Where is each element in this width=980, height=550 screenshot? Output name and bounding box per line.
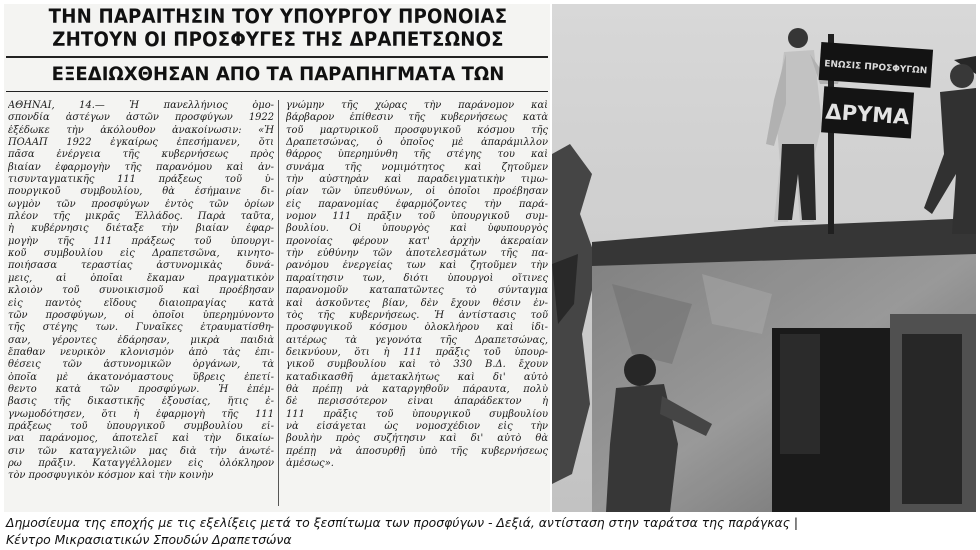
article-line: Δραπετσώνας, ὁ ὁποῖος μὲ ἀπαράμιλλον (286, 137, 548, 149)
article-line: ρίαν τῶν ὑπευθύνων, οἱ ὁποῖοι προέβησαν (286, 186, 548, 198)
article-line: γνωμοδότησεν, ὅτι ἡ ἐφαρμογὴ τῆς 111 (8, 408, 274, 420)
article-line: ωγμὸν τῶν προσφύγων ἐντὸς τῶν ὁρίων (8, 198, 274, 210)
headline: ΤΗΝ ΠΑΡΑΙΤΗΣΙΝ ΤΟΥ ΥΠΟΥΡΓΟΥ ΠΡΟΝΟΙΑΣ (48, 5, 508, 28)
article-line: βιαίαν ἐφαρμογὴν τῆς παρανόμου καὶ ἀν- (8, 161, 274, 173)
article-line: πουργικοῦ συμβουλίου, θὰ ἐσήμαινε δι- (8, 186, 274, 198)
article-line: ναι παράνομος, ἀποτελεῖ καὶ τὴν δικαίω- (8, 433, 274, 445)
article-line: τοῦ μαρτυρικοῦ προσφυγικοῦ κόσμου τῆς (286, 124, 548, 136)
article-line: κοῦ συμβουλίου εἰς Δραπετσῶνα, κινητο- (8, 248, 274, 260)
article-line: πράξεως τοῦ ὑπουργικοῦ συμβουλίου εἶ- (8, 420, 274, 432)
article-line: ποιήσασα τεραστίας ἀστυνομικὰς δυνά- (8, 260, 274, 272)
article-line: ρω πρᾶξιν. Καταγγέλλομεν εἰς ὁλόκληρον (8, 457, 274, 469)
article-line: κλοιὸν τοῦ συνοικισμοῦ καὶ προέβησαν (8, 285, 274, 297)
article-line: δεικνύουν, ὅτι ἡ 111 πρᾶξις τοῦ ὑπουρ- (286, 346, 548, 358)
article-line: ἐξέδωκε τὴν ἀκόλουθον ἀνακοίνωσιν: «Ἡ (8, 124, 274, 136)
article-line: πλέον τῆς μικρᾶς Ἑλλάδος. Παρὰ ταῦτα, (8, 211, 274, 223)
subheadline: ΕΞΕΔΙΩΧΘΗΣΑΝ ΑΠΟ ΤΑ ΠΑΡΑΠΗΓΜΑΤΑ ΤΩΝ (51, 63, 505, 85)
article-line: νὰ εἰσάγεται ὡς νομοσχέδιον εἰς τὴν (286, 420, 548, 432)
article-line: ἔπαθαν νευρικὸν κλονισμὸν ἀπὸ τὰς ἐπι- (8, 346, 274, 358)
newspaper-clipping (4, 4, 550, 512)
article-line: συνάμα τῆς νομιμότητος καὶ ζητοῦμεν (286, 161, 548, 173)
article-line: βουλὴν πρὸς συζήτησιν καὶ δι' αὐτὸ θὰ (286, 433, 548, 445)
article-line: παρανομοῦν καταπατῶντες τὸ σύνταγμα (286, 285, 548, 297)
headline-line2: ΖΗΤΟΥΝ ΟΙ ΠΡΟΣΦΥΓΕΣ ΤΗΣ ΔΡΑΠΕΤΣΩΝΟΣ (52, 28, 504, 51)
article-line: βασις τῆς δικαστικῆς ἐξουσίας, ἥτις ἐ- (8, 396, 274, 408)
sign-text-line1: ΕΝΩΣΙΣ ΠΡΟΣΦΥΓΩΝ (823, 59, 928, 77)
article-line: μεις, αἱ ὁποῖαι ἔκαμαν πραγματικὸν (8, 272, 274, 284)
caption-line2: Κέντρο Μικρασιατικών Σπουδών Δραπετσώνα (6, 531, 292, 547)
article-line: τὸς τῆς κυβερνήσεως. Ἡ ἀντίστασις τοῦ (286, 309, 548, 321)
article-line: πᾶσα ἐνέργεια τῆς κυβερνήσεως πρὸς (8, 149, 274, 161)
article-line: θὰ πρέπῃ νὰ καταργηθοῦν πάραυτα, πολὺ (286, 383, 548, 395)
article-line: ἀμέσως». (286, 457, 334, 469)
article-line: βουλίου. Οἱ ὑπουργὸς καὶ ὑφυπουργὸς (286, 223, 548, 235)
article-line: μογὴν τῆς 111 πράξεως τοῦ ὑπουργι- (8, 235, 274, 247)
article-line: παραίτησιν των, διότι ὑπουργοὶ οἵτινες (286, 272, 548, 284)
article-line: ΠΟΑΑΠ 1922 ἐγκαίρως ἐπεσήμανεν, ὅτι (8, 137, 274, 149)
column-divider (278, 100, 279, 506)
article-column-2 (286, 100, 548, 470)
article-line: τὸν προσφυγικὸν κόσμον καὶ τὴν κοινὴν (8, 470, 214, 482)
article-line: εἰς παρανομίας ἐφαρμόζοντες τὴν παρά- (286, 198, 548, 210)
article-line: προνοίας φέρουν κατ' ἀρχὴν ἀκεραίαν (286, 235, 548, 247)
article-line: γνώμην τῆς χώρας τὴν παράνομον καὶ (286, 100, 548, 111)
article-line: πρέπῃ νὰ ἀποσυρθῇ ὑπὸ τῆς κυβερνήσεως (286, 445, 548, 457)
article-line: ΑΘΗΝΑΙ, 14.— Ἡ πανελλήνιος ὁμο- (8, 100, 274, 111)
article-line: σιν τῶν καταγγελιῶν μας διὰ τὴν ἀνωτέ- (8, 445, 274, 457)
subheadline-rule (6, 91, 548, 92)
photo-caption (6, 515, 976, 548)
article-line: σπονδία ἀστέγων ἀστῶν προσφύγων 1922 (8, 112, 274, 124)
article-line: ἡ κυβέρνησις διέταξε τὴν βιαίαν ἐφαρ- (8, 223, 274, 235)
article-line: βάρβαρον ἐπίθεσιν τῆς κυβερνήσεως κατὰ (286, 112, 548, 124)
article-line: τὴν αὐστηρὰν καὶ παραδειγματικὴν τιμω- (286, 174, 548, 186)
article-line: τισυνταγματικῆς 111 πράξεως τοῦ ὑ- (8, 174, 274, 186)
article-line: καταδικασθῆ ἀμετακλήτως καὶ δι' αὐτὸ (286, 371, 548, 383)
article-line: νομον 111 πρᾶξιν τοῦ ὑπουργικοῦ συμ- (286, 211, 548, 223)
article-line: ρανόμου ἐνεργείας των καὶ ζητοῦμεν τὴν (286, 260, 548, 272)
article-line: γικοῦ συμβουλίου καὶ τὸ 330 Β.Δ. ἔχουν (286, 359, 548, 371)
sign-text-line2: ΔΡΥΜΑ (824, 99, 911, 130)
caption-line1: Δημοσίευμα της εποχής με τις εξελίξεις μετά το ξεσπίτωμα των προσφύγων - Δεξιά, αντίσταση στην ταράτσα της παράγκας | (6, 515, 799, 530)
headline-rule (6, 56, 548, 58)
article-line: θάρρος ὑπερημύνθη τῆς στέγης του καὶ (286, 149, 548, 161)
article-line: θεντο κατὰ τῶν προσφύγων. Ἡ ἐπέμ- (8, 383, 274, 395)
article-line: ὁποῖα μὲ ἀκατονόμαστους ὕβρεις ἐπετί- (8, 371, 274, 383)
article-line: σαν, γέροντες ἐδάρησαν, μικρὰ παιδιὰ (8, 334, 274, 346)
article-column-1 (8, 100, 274, 483)
article-line: εἰς παντὸς εἴδους διαιοπραγίας κατὰ (8, 297, 274, 309)
article-line: καὶ ἀσκοῦντες βίαν, δὲν ἔχουν θέσιν ἐν- (286, 297, 548, 309)
article-line: 111 πρᾶξις τοῦ ὑπουργικοῦ συμβουλίου (286, 408, 548, 420)
article-line: αιτέρως τὰ γεγονότα τῆς Δραπετσώνας, (286, 334, 548, 346)
article-line: προσφυγικοῦ κόσμου ὁλοκλήρου καὶ ἰδι- (286, 322, 548, 334)
article-line: θέσεις τῶν ἀστυνομικῶν ὀργάνων, τὰ (8, 359, 274, 371)
resistance-photo (552, 4, 976, 512)
article-line: δὲ περισσότερον εἶναι ἀπαράδεκτον ἡ (286, 396, 548, 408)
photo-image (552, 4, 976, 512)
article-line: τῶν προσφύγων, οἱ ὁποῖοι ὑπερημύνοντο (8, 309, 274, 321)
article-line: τὴν εὐθύνην τῶν ἀποτελεσμάτων τῆς πα- (286, 248, 548, 260)
article-line: τῆς στέγης των. Γυναῖκες ἐτραυματίσθη- (8, 322, 274, 334)
